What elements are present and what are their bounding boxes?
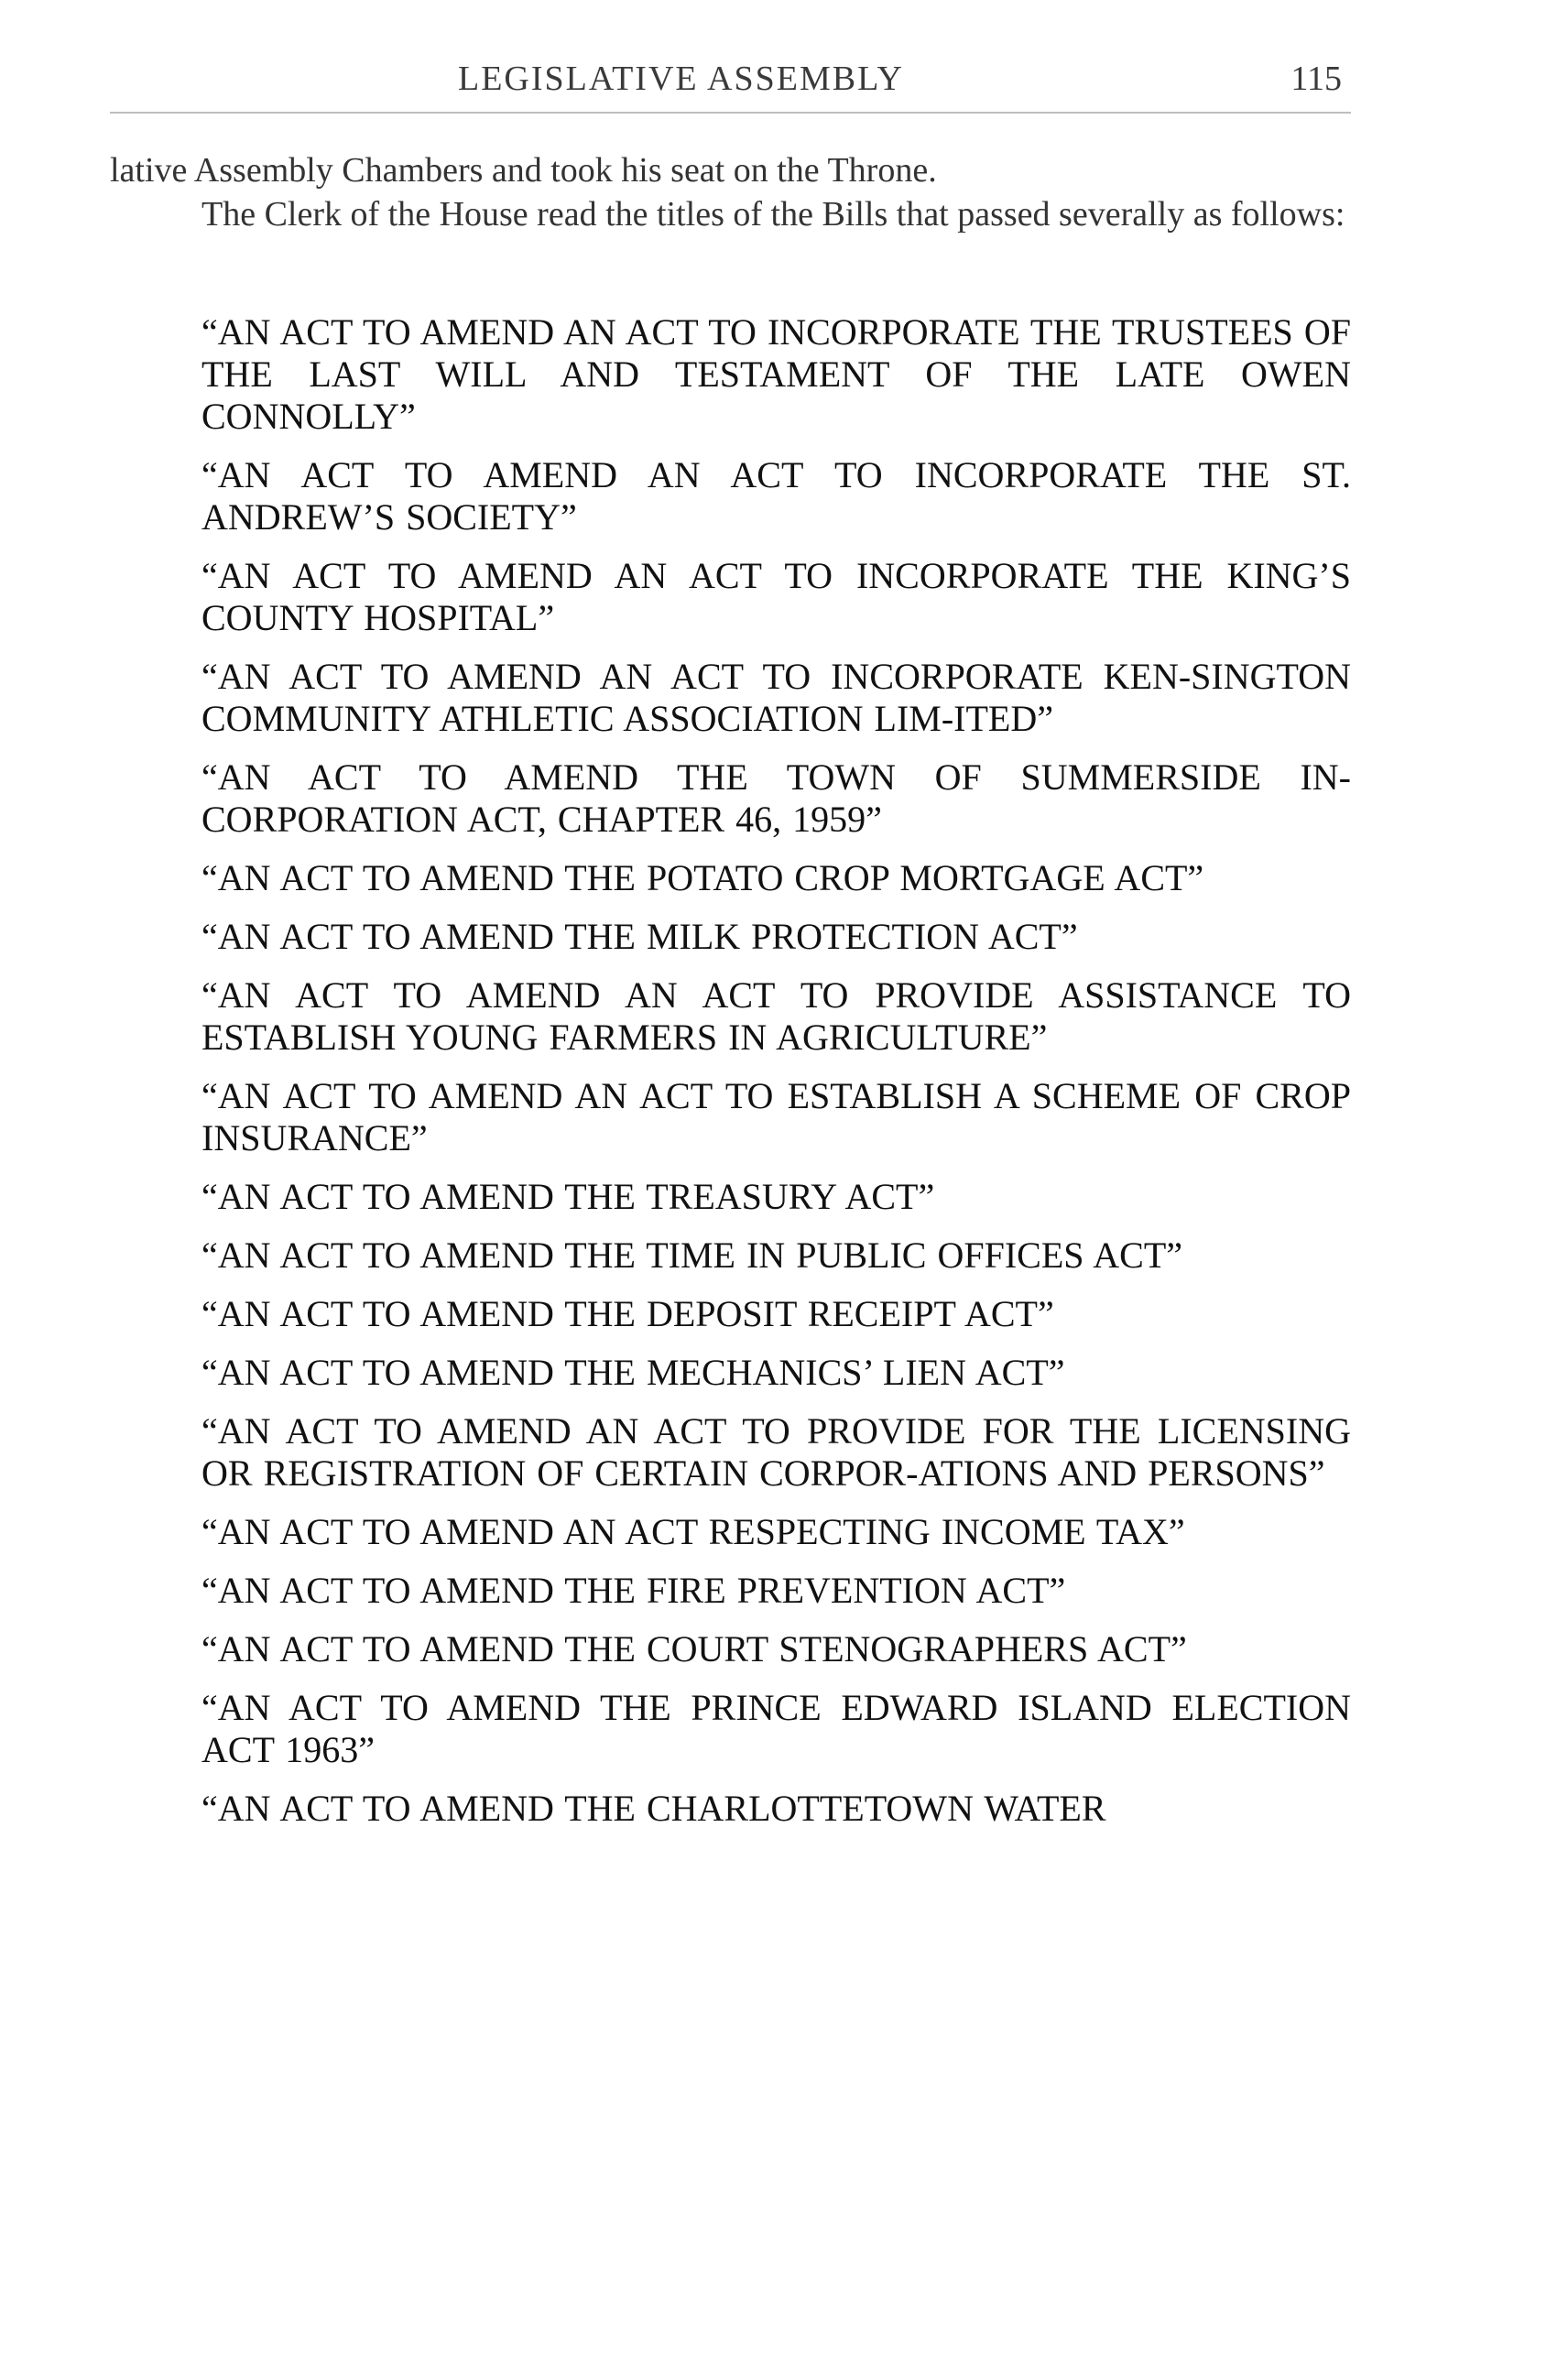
bill-title: “AN ACT TO AMEND THE MECHANICS’ LIEN ACT” — [201, 1352, 1065, 1393]
bill-title: “AN ACT TO AMEND THE COURT STENOGRAPHERS ACT” — [201, 1628, 1187, 1669]
bill-title: “AN ACT TO AMEND THE DEPOSIT RECEIPT ACT” — [201, 1293, 1054, 1334]
intro-paragraphs — [110, 148, 1351, 236]
bill-title: “AN ACT TO AMEND THE MILK PROTECTION ACT” — [201, 916, 1078, 957]
bill-title: “AN ACT TO AMEND THE POTATO CROP MORTGAGE ACT” — [201, 857, 1204, 898]
bill-title: “AN ACT TO AMEND THE CHARLOTTETOWN WATER — [201, 1788, 1106, 1829]
running-header — [110, 57, 1351, 114]
bill-title: “AN ACT TO AMEND AN ACT TO INCORPORATE THE KING’S COUNTY HOSPITAL” — [201, 555, 1351, 638]
bill-title: “AN ACT TO AMEND AN ACT TO ESTABLISH A SCHEME OF CROP INSURANCE” — [201, 1075, 1351, 1158]
bill-title: “AN ACT TO AMEND THE TOWN OF SUMMERSIDE IN-CORPORATION ACT, CHAPTER 46, 1959” — [201, 756, 1351, 840]
bill-title: “AN ACT TO AMEND AN ACT TO PROVIDE ASSISTANCE TO ESTABLISH YOUNG FARMERS IN AGRICULTURE” — [201, 974, 1351, 1058]
intro-clerk-paragraph: The Clerk of the House read the titles of the Bills that passed severally as follows: — [201, 195, 1345, 234]
bill-title: “AN ACT TO AMEND AN ACT RESPECTING INCOME TAX” — [201, 1511, 1185, 1552]
intro-line-continuation: lative Assembly Chambers and took his seat on the Throne. — [110, 151, 937, 190]
running-title: LEGISLATIVE ASSEMBLY — [458, 60, 904, 98]
bill-title: “AN ACT TO AMEND THE TREASURY ACT” — [201, 1176, 935, 1217]
bill-title: “AN ACT TO AMEND AN ACT TO INCORPORATE THE ST. ANDREW’S SOCIETY” — [201, 454, 1351, 538]
bill-title: “AN ACT TO AMEND AN ACT TO INCORPORATE THE TRUSTEES OF THE LAST WILL AND TESTAMENT OF THE LATE OWEN CONNOLLY” — [201, 311, 1351, 437]
bill-title: “AN ACT TO AMEND AN ACT TO INCORPORATE KEN-SINGTON COMMUNITY ATHLETIC ASSOCIATION LIM-ITED” — [201, 656, 1351, 739]
bill-title: “AN ACT TO AMEND THE TIME IN PUBLIC OFFICES ACT” — [201, 1234, 1183, 1276]
page-number: 115 — [1290, 60, 1342, 98]
bill-title: “AN ACT TO AMEND THE PRINCE EDWARD ISLAND ELECTION ACT 1963” — [201, 1687, 1351, 1770]
bill-title: “AN ACT TO AMEND AN ACT TO PROVIDE FOR THE LICENSING OR REGISTRATION OF CERTAIN CORPOR-ATIONS AND PERSONS” — [201, 1410, 1351, 1494]
bill-titles-list — [201, 311, 1351, 1846]
bill-title: “AN ACT TO AMEND THE FIRE PREVENTION ACT” — [201, 1570, 1066, 1611]
